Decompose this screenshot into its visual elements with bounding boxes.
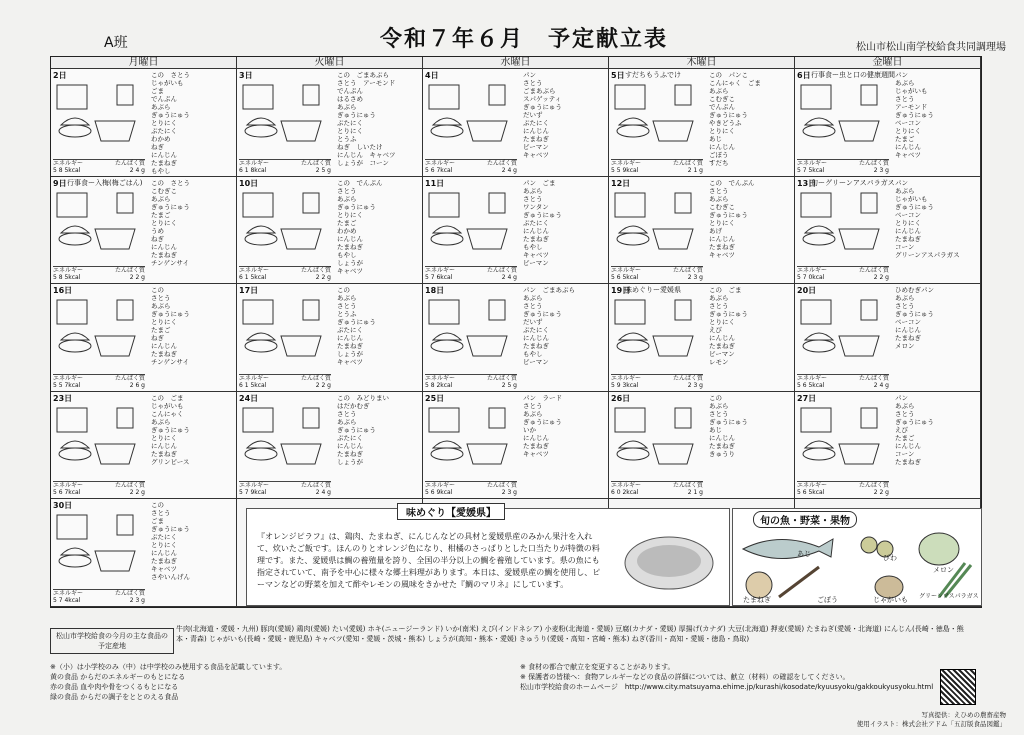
ingredients: この あぶら さとう ぎゅうにゅう あじ にんじん たまねぎ きゅうり bbox=[709, 393, 748, 458]
ingredients: パン さとう ごまあぶら スパゲッティ ぎゅうにゅう だいず ぶたにく にんじん たまねぎ ピーマン キャベツ bbox=[523, 71, 562, 159]
day-number: 3日 bbox=[239, 71, 253, 80]
menu-day-cell bbox=[237, 392, 423, 500]
nutrition bbox=[611, 374, 703, 389]
banner-text: 『オレンジピラフ』は、鶏肉、たまねぎ、にんじんなどの具材と愛媛県産のみかん果汁を入れて、炊いたご飯です。ほんのりとオレンジ色になり、柑橘のさっぱりとした口当たりが特徴の料理です。また、愛媛県は鯛の養殖量を誇り、全国の半分以上の鯛を養殖しています。県の魚にも指定されていて、南予を中心に様々な郷土料理があります。本日は、愛媛県産の鯛を使用し、ピーマンなどの野菜を加えて酢やレモンの風味をきかせた『鯛のマリネ』にしています。 bbox=[257, 532, 601, 589]
day-number: 4日 bbox=[425, 71, 439, 80]
protein-label: たんぱく質 bbox=[858, 482, 889, 490]
meal-tray-icon bbox=[241, 404, 333, 470]
energy-label: エネルギー bbox=[611, 159, 642, 167]
protein-value: 2 3 g bbox=[129, 596, 145, 604]
energy-label: エネルギー bbox=[425, 482, 456, 490]
ingredients: この パンこ こんにゃく ごま あぶら こむぎこ でんぷん ぎゅうにゅう やきどうふ とりにく あじ にんじん ごぼう すだち bbox=[709, 71, 761, 167]
nutrition bbox=[611, 159, 703, 174]
energy-label: エネルギー bbox=[239, 374, 270, 382]
menu-day-cell bbox=[795, 284, 981, 392]
protein-value: 2 2 g bbox=[873, 489, 889, 497]
energy-value: 5 6 5kcal bbox=[797, 489, 825, 497]
day-note: 行事食ー虫と口の健康週間 bbox=[811, 71, 895, 79]
season-item-asparagus: グリーンアスパラガス bbox=[919, 593, 979, 600]
day-number: 27日 bbox=[797, 393, 817, 403]
energy-value: 5 6 9kcal bbox=[425, 489, 453, 497]
origin-box: 松山市学校給食の今月の主な食品の予定産地 bbox=[50, 628, 174, 654]
menu-day-cell bbox=[51, 392, 237, 500]
ingredients: この ごまあぶら さとう アーモンド でんぷん はるさめ あぶら ぎゅうにゅう ぶたにく とりにく とうふ ねぎ しいたけ にんじん キャベツ しょうが コーン bbox=[337, 71, 396, 167]
energy-label: エネルギー bbox=[797, 374, 828, 382]
energy-value: 5 8 5kcal bbox=[53, 274, 81, 282]
day-note: すだちもうふでけ bbox=[625, 71, 681, 79]
nutrition bbox=[239, 374, 331, 389]
protein-label: たんぱく質 bbox=[672, 482, 703, 490]
nutrition bbox=[797, 374, 889, 389]
energy-value: 5 7 6kcal bbox=[425, 274, 453, 282]
meal-tray-icon bbox=[241, 189, 333, 255]
nutrition bbox=[425, 481, 517, 496]
protein-value: 2 5 g bbox=[501, 381, 517, 389]
meal-tray-icon bbox=[55, 511, 147, 577]
protein-label: たんぱく質 bbox=[672, 374, 703, 382]
energy-value: 5 6 5kcal bbox=[797, 381, 825, 389]
nutrition bbox=[611, 481, 703, 496]
origin-list: 牛肉(北海道・愛媛・九州) 豚肉(愛媛) 鶏肉(愛媛) たい(愛媛) ホキ(ニュージーランド) いか(南米) えび(インドネシア) 小麦粉(北海道・愛媛) 豆腐(カナダ・愛媛) 厚揚げ(カナダ) 大豆(北海道) 押麦(愛媛) たまねぎ(愛媛・北海道) にんじん(長崎・徳島・熊本・青森) じゃがいも(長崎・愛媛・鹿児島) キャベツ(愛知・愛媛・茨城・熊本) しょうが(高知・熊本・愛媛) きゅうり(愛媛・高知・宮崎・熊本) ねぎ(香川・高知・愛媛・徳島・鳥取) bbox=[176, 625, 964, 643]
menu-day-cell bbox=[423, 69, 609, 177]
menu-day-cell bbox=[609, 69, 795, 177]
energy-label: エネルギー bbox=[425, 267, 456, 275]
energy-value: 5 8 2kcal bbox=[425, 381, 453, 389]
day-number: 17日 bbox=[239, 286, 259, 296]
protein-label: たんぱく質 bbox=[486, 267, 517, 275]
menu-day-cell bbox=[423, 177, 609, 285]
day-number: 30日 bbox=[53, 501, 73, 511]
protein-value: 2 4 g bbox=[501, 274, 517, 282]
day-header: 水曜日 bbox=[423, 57, 609, 69]
energy-value: 5 7 4kcal bbox=[53, 596, 81, 604]
ingredients: この さとう あぶら ぎゅうにゅう とりにく たまご ねぎ にんじん たまねぎ チンゲンサイ bbox=[151, 286, 190, 367]
footer-notes-right bbox=[520, 662, 960, 692]
meal-tray-icon bbox=[613, 189, 705, 255]
credit-line-2: 使用イラスト：株式会社アドム「五訂版食品図鑑」 bbox=[856, 720, 1006, 728]
nutrition bbox=[425, 159, 517, 174]
nutrition bbox=[425, 374, 517, 389]
ingredients: この さとう じゃがいも ごま でんぷん あぶら ぎゅうにゅう とりにく ぶたにく わかめ ねぎ にんじん たまねぎ もやし bbox=[151, 71, 190, 175]
energy-label: エネルギー bbox=[797, 267, 828, 275]
day-number: 11日 bbox=[425, 178, 445, 188]
note-6: ※ 保護者の皆様へ：食物アレルギーなどの食品の詳細については、献立（材料）の確認をしてください。 bbox=[520, 673, 850, 681]
note-1: ※（小）は小学校のみ（中）は中学校のみ使用する食品を記載しています。 bbox=[50, 663, 287, 671]
energy-value: 5 6 7kcal bbox=[425, 166, 453, 174]
protein-label: たんぱく質 bbox=[114, 482, 145, 490]
season-item-potato: じゃがいも bbox=[873, 596, 908, 604]
ingredients: この ごま じゃがいも こんにゃく あぶら ぎゅうにゅう とりにく にんじん たまねぎ グリンピース bbox=[151, 393, 190, 466]
energy-label: エネルギー bbox=[53, 589, 84, 597]
energy-label: エネルギー bbox=[425, 374, 456, 382]
energy-value: 5 6 7kcal bbox=[53, 489, 81, 497]
nutrition bbox=[239, 266, 331, 281]
protein-value: 2 4 g bbox=[501, 166, 517, 174]
day-number: 6日 bbox=[797, 71, 811, 80]
homepage-link[interactable]: 松山市学校給食のホームページ http://www.city.matsuyama.ehime.jp/kurashi/kosodate/kyuusyoku/gakkoukyusyoku.html bbox=[520, 683, 934, 691]
menu-day-cell bbox=[51, 69, 237, 177]
season-item-melon: メロン bbox=[933, 566, 954, 574]
day-number: 5日 bbox=[611, 71, 625, 80]
day-note: 行事食ー入梅(梅ごはん) bbox=[67, 178, 143, 187]
protein-value: 2 5 g bbox=[315, 166, 331, 174]
page-title: 令和７年６月 予定献立表 bbox=[380, 27, 669, 52]
protein-value: 2 6 g bbox=[129, 381, 145, 389]
protein-value: 2 3 g bbox=[687, 274, 703, 282]
protein-label: たんぱく質 bbox=[672, 159, 703, 167]
menu-day-cell bbox=[237, 177, 423, 285]
energy-value: 5 5 7kcal bbox=[53, 381, 81, 389]
meal-tray-icon bbox=[427, 404, 519, 470]
meal-tray-icon bbox=[613, 404, 705, 470]
protein-value: 2 2 g bbox=[129, 274, 145, 282]
day-header: 火曜日 bbox=[237, 57, 423, 69]
protein-label: たんぱく質 bbox=[300, 159, 331, 167]
energy-value: 5 8 5kcal bbox=[53, 166, 81, 174]
protein-label: たんぱく質 bbox=[114, 267, 145, 275]
meal-tray-icon bbox=[799, 296, 891, 362]
day-number: 16日 bbox=[53, 286, 73, 296]
day-number: 18日 bbox=[425, 286, 445, 296]
protein-value: 2 2 g bbox=[129, 489, 145, 497]
protein-value: 2 4 g bbox=[315, 489, 331, 497]
protein-value: 2 3 g bbox=[501, 489, 517, 497]
nutrition bbox=[239, 481, 331, 496]
energy-label: エネルギー bbox=[239, 159, 270, 167]
energy-label: エネルギー bbox=[611, 482, 642, 490]
energy-value: 5 5 9kcal bbox=[611, 166, 639, 174]
note-3: 赤の食品 血や肉や骨をつくるもとになる bbox=[50, 683, 179, 691]
note-4: 緑の食品 からだの調子をととのえる食品 bbox=[50, 693, 179, 701]
menu-day-cell bbox=[795, 69, 981, 177]
ingredients: パン ごま あぶら さとう ワンタン ぎゅうにゅう ぶたにく にんじん たまねぎ もやし キャベツ ピーマン bbox=[523, 178, 562, 267]
energy-label: エネルギー bbox=[53, 374, 84, 382]
note-5: ※ 食材の都合で献立を変更することがあります。 bbox=[520, 663, 675, 671]
day-number: 9日 bbox=[53, 178, 67, 188]
credit-line-1: 写真提供：えひめの農畜産物 bbox=[921, 711, 1006, 719]
nutrition bbox=[611, 266, 703, 281]
nutrition bbox=[797, 481, 889, 496]
season-title: 旬の魚・野菜・果物 bbox=[753, 511, 857, 528]
energy-label: エネルギー bbox=[611, 374, 642, 382]
meal-tray-icon bbox=[427, 189, 519, 255]
energy-label: エネルギー bbox=[611, 267, 642, 275]
ingredients: この あぶら さとう とうふ ぎゅうにゅう ぶたにく にんじん たまねぎ しょうが キャベツ bbox=[337, 286, 376, 367]
protein-label: たんぱく質 bbox=[486, 482, 517, 490]
day-number: 10日 bbox=[239, 178, 259, 188]
day-note: 味めぐりー愛媛県 bbox=[625, 286, 681, 295]
energy-label: エネルギー bbox=[797, 482, 828, 490]
energy-label: エネルギー bbox=[53, 482, 84, 490]
ingredients: パン ラード さとう あぶら ぎゅうにゅう いか にんじん たまねぎ キャベツ bbox=[523, 393, 562, 458]
energy-label: エネルギー bbox=[53, 267, 84, 275]
meal-tray-icon bbox=[241, 81, 333, 147]
meal-tray-icon bbox=[799, 404, 891, 470]
day-header: 金曜日 bbox=[795, 57, 981, 69]
protein-label: たんぱく質 bbox=[114, 159, 145, 167]
day-number: 20日 bbox=[797, 286, 817, 296]
energy-label: エネルギー bbox=[239, 482, 270, 490]
menu-day-cell bbox=[51, 499, 237, 607]
menu-day-cell bbox=[609, 392, 795, 500]
ingredients: この でんぷん さとう あぶら ぎゅうにゅう とりにく たまご わかめ にんじん たまねぎ もやし しょうが キャベツ bbox=[337, 178, 383, 275]
day-number: 2日 bbox=[53, 71, 67, 80]
protein-label: たんぱく質 bbox=[858, 159, 889, 167]
nutrition bbox=[797, 159, 889, 174]
protein-label: たんぱく質 bbox=[486, 159, 517, 167]
protein-label: たんぱく質 bbox=[300, 482, 331, 490]
menu-day-cell bbox=[237, 284, 423, 392]
energy-value: 6 1 5kcal bbox=[239, 381, 267, 389]
protein-label: たんぱく質 bbox=[300, 267, 331, 275]
protein-value: 2 2 g bbox=[315, 274, 331, 282]
season-item-onion: たまねぎ bbox=[743, 596, 771, 604]
meal-tray-icon bbox=[55, 296, 147, 362]
menu-day-cell bbox=[609, 177, 795, 285]
pilaf-photo-icon bbox=[619, 519, 719, 599]
day-number: 24日 bbox=[239, 393, 259, 403]
energy-value: 5 7 0kcal bbox=[797, 274, 825, 282]
protein-label: たんぱく質 bbox=[486, 374, 517, 382]
credit bbox=[857, 711, 1006, 729]
ingredients: パン あぶら さとう ぎゅうにゅう えび たまご にんじん コーン たまねぎ bbox=[895, 393, 934, 466]
meal-tray-icon bbox=[613, 81, 705, 147]
ingredients: パン ごまあぶら あぶら さとう ぎゅうにゅう だいず ぶたにく にんじん たまねぎ もやし ピーマン bbox=[523, 286, 575, 367]
banner-title: 味めぐり【愛媛県】 bbox=[397, 503, 505, 520]
day-header: 月曜日 bbox=[51, 57, 237, 69]
menu-day-cell bbox=[51, 284, 237, 392]
ingredients: この みどりまい はだかむぎ さとう あぶら ぎゅうにゅう ぶたにく にんじん たまねぎ しょうが bbox=[337, 393, 389, 466]
day-number: 13日 bbox=[797, 178, 817, 188]
nutrition bbox=[425, 266, 517, 281]
meal-tray-icon bbox=[799, 81, 891, 147]
season-item-burdock: ごぼう bbox=[817, 596, 838, 604]
day-number: 12日 bbox=[611, 178, 631, 188]
day-number: 26日 bbox=[611, 393, 631, 403]
protein-value: 2 1 g bbox=[687, 166, 703, 174]
day-note: 旬ーグリーンアスパラガス bbox=[811, 178, 895, 187]
class-label: A班 bbox=[104, 35, 128, 51]
ingredients: この さとう ごま ぎゅうにゅう ぶたにく とりにく にんじん たまねぎ キャベツ さやいんげん bbox=[151, 501, 190, 582]
protein-value: 2 2 g bbox=[315, 381, 331, 389]
meal-tray-icon bbox=[427, 81, 519, 147]
protein-value: 2 2 g bbox=[873, 274, 889, 282]
energy-value: 6 0 2kcal bbox=[611, 489, 639, 497]
meal-tray-icon bbox=[799, 189, 891, 255]
menu-day-cell bbox=[51, 177, 237, 285]
seasonal-food-illustration-icon bbox=[739, 527, 975, 601]
ingredients: パン あぶら じゃがいも さとう アーモンド ぎゅうにゅう ベーコン とりにく たまご にんじん キャベツ bbox=[895, 71, 934, 159]
ingredients: この でんぷん さとう あぶら こむぎこ ぎゅうにゅう とりにく あげ にんじん たまねぎ キャベツ bbox=[709, 178, 755, 259]
protein-label: たんぱく質 bbox=[114, 589, 145, 597]
ingredients: この さとう こむぎこ あぶら ぎゅうにゅう たまご とりにく うめ ねぎ にんじん たまねぎ チンゲンサイ bbox=[151, 178, 190, 267]
day-number: 23日 bbox=[53, 393, 73, 403]
nutrition bbox=[53, 481, 145, 496]
nutrition bbox=[53, 266, 145, 281]
nutrition bbox=[239, 159, 331, 174]
energy-value: 5 7 5kcal bbox=[797, 166, 825, 174]
season-item-aji: あじ bbox=[797, 550, 811, 558]
meal-tray-icon bbox=[55, 81, 147, 147]
protein-label: たんぱく質 bbox=[114, 374, 145, 382]
protein-label: たんぱく質 bbox=[300, 374, 331, 382]
menu-day-cell bbox=[423, 392, 609, 500]
menu-day-cell bbox=[795, 392, 981, 500]
day-number: 25日 bbox=[425, 393, 445, 403]
energy-label: エネルギー bbox=[797, 159, 828, 167]
energy-value: 6 1 8kcal bbox=[239, 166, 267, 174]
ingredients: パン あぶら じゃがいも ぎゅうにゅう ベーコン とりにく にんじん たまねぎ コーン グリーンアスパラガス bbox=[895, 178, 960, 259]
meal-tray-icon bbox=[55, 189, 147, 255]
protein-label: たんぱく質 bbox=[672, 267, 703, 275]
seasonal-food-box bbox=[732, 508, 982, 606]
meal-tray-icon bbox=[613, 296, 705, 362]
nutrition bbox=[53, 589, 145, 604]
qr-code-icon[interactable] bbox=[940, 669, 976, 705]
protein-value: 2 4 g bbox=[129, 166, 145, 174]
energy-value: 6 1 5kcal bbox=[239, 274, 267, 282]
energy-value: 5 6 5kcal bbox=[611, 274, 639, 282]
note-2: 黄の食品 からだのエネルギーのもとになる bbox=[50, 673, 186, 681]
season-item-biwa: びわ bbox=[883, 554, 897, 562]
day-number: 19日 bbox=[611, 286, 631, 296]
energy-value: 5 9 3kcal bbox=[611, 381, 639, 389]
energy-label: エネルギー bbox=[53, 159, 84, 167]
ingredients: ひめむぎパン あぶら さとう ぎゅうにゅう ベーコン にんじん たまねぎ メロン bbox=[895, 286, 934, 351]
protein-value: 2 1 g bbox=[687, 489, 703, 497]
nutrition bbox=[797, 266, 889, 281]
menu-day-cell bbox=[795, 177, 981, 285]
org-name: 松山市松山南学校給食共同調理場 bbox=[856, 42, 1006, 53]
energy-value: 5 7 9kcal bbox=[239, 489, 267, 497]
ingredients: この ごま あぶら さとう ぎゅうにゅう とりにく えび にんじん たまねぎ ピーマン レモン bbox=[709, 286, 748, 367]
energy-label: エネルギー bbox=[425, 159, 456, 167]
energy-label: エネルギー bbox=[239, 267, 270, 275]
protein-label: たんぱく質 bbox=[858, 374, 889, 382]
day-header: 木曜日 bbox=[609, 57, 795, 69]
menu-day-cell bbox=[237, 69, 423, 177]
protein-label: たんぱく質 bbox=[858, 267, 889, 275]
protein-value: 2 3 g bbox=[687, 381, 703, 389]
meal-tray-icon bbox=[55, 404, 147, 470]
meal-tray-icon bbox=[427, 296, 519, 362]
menu-day-cell bbox=[609, 284, 795, 392]
nutrition bbox=[53, 374, 145, 389]
menu-day-cell bbox=[423, 284, 609, 392]
protein-value: 2 4 g bbox=[873, 381, 889, 389]
nutrition bbox=[53, 159, 145, 174]
local-cuisine-banner bbox=[246, 508, 730, 606]
meal-tray-icon bbox=[241, 296, 333, 362]
protein-value: 2 3 g bbox=[873, 166, 889, 174]
